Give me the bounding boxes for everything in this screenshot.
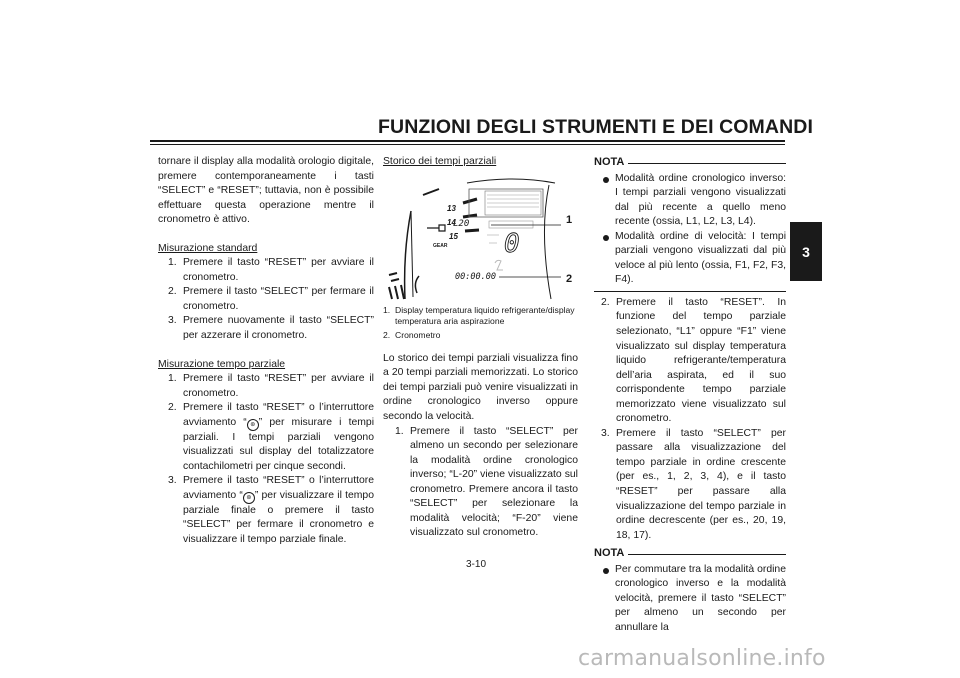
scale-label-14: 14 (447, 217, 456, 227)
chapter-tab: 3 (790, 222, 822, 281)
page-title: FUNZIONI DEGLI STRUMENTI E DEI COMANDI (378, 116, 813, 138)
list-item: 3. Premere nuovamente il tasto “SELECT” per azzerare il cronometro. (168, 315, 374, 342)
start-switch-icon: ⊛ (247, 419, 259, 431)
note-heading: NOTA (594, 155, 786, 170)
partial-steps (158, 372, 374, 547)
caption-item: 2. Cronometro (383, 330, 441, 341)
note-bullets (594, 563, 786, 636)
caption-item: 1. Display temperatura liquido refrigerante/display temperatura aria aspirazione (383, 304, 575, 326)
list-item: 2. Premere il tasto “RESET”. In funzione del tempo parziale selezionato, “L1” oppure “F1” viene visualizzato sul display temperatura liquido refrigerante/temperatura dell’aria aspirata, ed il suo corrispondente tempo parziale memorizzato viene visualizzato sul cronometro. (601, 296, 786, 425)
watermark: carmanualsonline.info (578, 646, 826, 671)
column-right (594, 155, 786, 636)
instrument-panel-illustration (383, 173, 578, 301)
figure-captions (383, 305, 578, 342)
standard-steps (158, 256, 374, 343)
note-heading: NOTA (594, 546, 786, 561)
start-switch-icon: ⊛ (243, 492, 255, 504)
note-bullet: Modalità ordine cronologico inverso: I tempi parziali vengono visualizzati dal più recente a quello meno recente (ossia, L1, L2, L3, L4). (594, 172, 786, 230)
list-item: 1. Premere il tasto “RESET” per avviare il cronometro. (168, 373, 374, 399)
history-paragraph: Lo storico dei tempi parziali visualizza fino a 20 tempi parziali memorizzati. Lo storico dei tempi parziali può venire visualizzati in ordine cronologico inverso oppure secondo la velocità. (383, 352, 578, 422)
gear-label: GEAR (433, 242, 448, 249)
list-item: 1. Premere il tasto “SELECT” per almeno un secondo per selezionare la modalità ordine cronologico inverso; “L-20” viene visualizzato sul cronometro. Premere ancora il tasto “SELECT” per selezionare la modalità velocità; “F-20” viene visualizzato sul cronometro. (395, 425, 578, 539)
heading-partial-time: Misurazione tempo parziale (158, 358, 286, 370)
column-middle (383, 155, 578, 541)
page-number: 3-10 (466, 559, 487, 570)
list-item: 1. Premere il tasto “RESET” per avviare il cronometro. (168, 257, 374, 283)
history-steps (383, 425, 578, 541)
callout-2: 2 (566, 272, 573, 285)
list-item: 3. Premere il tasto “RESET” o l’interruttore avviamento “ ⊛ ” per visualizzare il tempo parziale finale o premere il tasto “SELECT” per fermare il cronometro e visualizzare il tempo parziale finale. (168, 475, 374, 546)
note-bullet: Per commutare tra la modalità ordine cronologico inverso e la modalità velocità, premere il tasto “SELECT” per almeno un secondo per annullare la (594, 563, 786, 636)
note-bullets (594, 172, 786, 288)
callout-1: 1 (566, 213, 573, 226)
note-end-rule (594, 291, 786, 292)
lcd-top-readout: L20 (453, 218, 470, 229)
scale-label-13: 13 (447, 203, 456, 213)
bullet-dot-icon (603, 568, 609, 574)
scale-label-15: 15 (449, 231, 458, 241)
history-steps-continued (594, 296, 786, 543)
lcd-chronometer-readout: 00:00.00 (455, 271, 496, 282)
intro-paragraph: tornare il display alla modalità orologio digitale, premere contemporaneamente i tasti “SELECT” e “RESET”; tuttavia, non è possibile effettuare questa operazione mentre il cronometro è attivo. (158, 156, 374, 226)
instrument-panel-figure (383, 173, 578, 301)
bullet-dot-icon (603, 177, 609, 183)
list-item: 2. Premere il tasto “SELECT” per fermare il cronometro. (168, 286, 374, 312)
title-rule (150, 140, 785, 142)
column-left (158, 155, 374, 548)
heading-standard-measurement: Misurazione standard (158, 242, 258, 254)
list-item: 3. Premere il tasto “SELECT” per passare alla visualizzazione del tempo parziale in ordine crescente (per es., 1, 2, 3, 4), e il tasto “RESET” per passare alla visualizzazione del tempo parziale in ordine decrescente (per es., 20, 19, 18, 17). (601, 427, 786, 541)
bullet-dot-icon (603, 235, 609, 241)
note-bullet: Modalità ordine di velocità: I tempi parziali vengono visualizzati dal più veloce al più lento (ossia, F1, F2, F3, F4). (594, 230, 786, 288)
list-item: 2. Premere il tasto “RESET” o l’interruttore avviamento “ ⊛ ” per misurare i tempi parziali. I tempi parziali vengono visualizzati sul display del totalizzatore contachilometri per cinque secondi. (168, 402, 374, 472)
title-rule-thin (150, 144, 785, 145)
gear-digit: 0 (504, 228, 520, 259)
heading-split-history: Storico dei tempi parziali (383, 156, 497, 167)
